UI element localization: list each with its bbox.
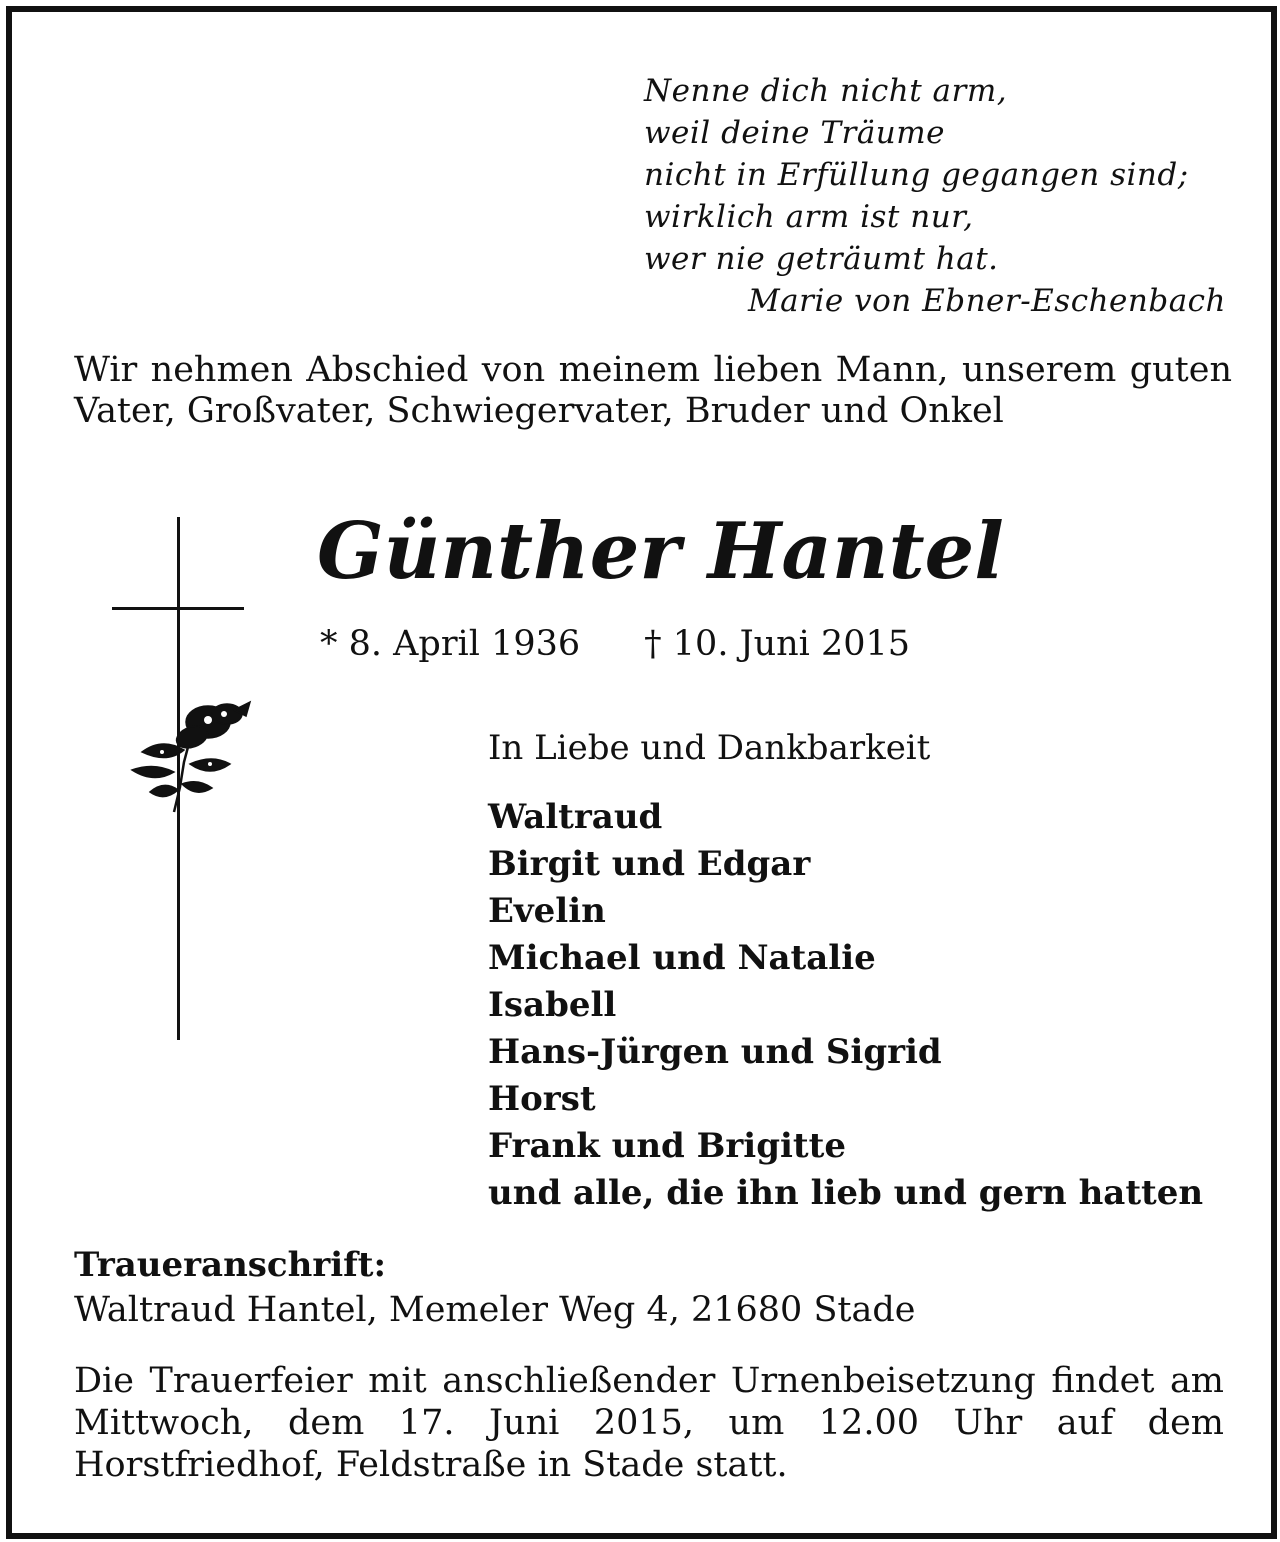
quote-line: weil deine Träume bbox=[644, 115, 946, 151]
family-member: Evelin bbox=[488, 891, 606, 931]
intro-text: Wir nehmen Abschied von meinem lieben Mann, unserem guten Vater, Großvater, Schwiegervater, Bruder und Onkel bbox=[74, 350, 1232, 431]
family-member: Michael und Natalie bbox=[488, 938, 876, 978]
life-dates bbox=[320, 622, 910, 666]
quote-line: wer nie geträumt hat. bbox=[644, 241, 999, 277]
family-member: Frank und Brigitte bbox=[488, 1126, 846, 1166]
birth-date: * 8. April 1936 bbox=[320, 624, 581, 664]
family-member: Waltraud bbox=[488, 797, 663, 837]
address-label: Traueranschrift: bbox=[74, 1245, 387, 1285]
quote-block bbox=[644, 70, 1244, 322]
death-date: † 10. Juni 2015 bbox=[644, 624, 911, 664]
deceased-name: Günther Hantel bbox=[317, 506, 1004, 597]
quote-author: Marie von Ebner-Eschenbach bbox=[747, 283, 1226, 319]
family-member: Birgit und Edgar bbox=[488, 844, 811, 884]
family-list bbox=[488, 794, 1203, 1217]
family-member: und alle, die ihn lieb und gern hatten bbox=[488, 1173, 1204, 1213]
obituary-notice bbox=[6, 6, 1277, 1539]
ceremony-text: Die Trauerfeier mit anschließender Urnenbeisetzung findet am Mittwoch, dem 17. Juni 2015, um 12.00 Uhr auf dem Horstfriedhof, Feldstraße in Stade statt. bbox=[74, 1361, 1224, 1485]
quote-line: nicht in Erfüllung gegangen sind; bbox=[644, 157, 1189, 193]
family-member: Isabell bbox=[488, 985, 617, 1025]
quote-line: wirklich arm ist nur, bbox=[644, 199, 974, 235]
cross-bar bbox=[112, 607, 244, 610]
rose-icon bbox=[122, 692, 262, 822]
family-member: Hans-Jürgen und Sigrid bbox=[488, 1032, 942, 1072]
quote-line: Nenne dich nicht arm, bbox=[644, 73, 1008, 109]
address-text: Waltraud Hantel, Memeler Weg 4, 21680 Stade bbox=[74, 1290, 916, 1330]
gratitude-line: In Liebe und Dankbarkeit bbox=[488, 728, 931, 768]
family-member: Horst bbox=[488, 1079, 596, 1119]
